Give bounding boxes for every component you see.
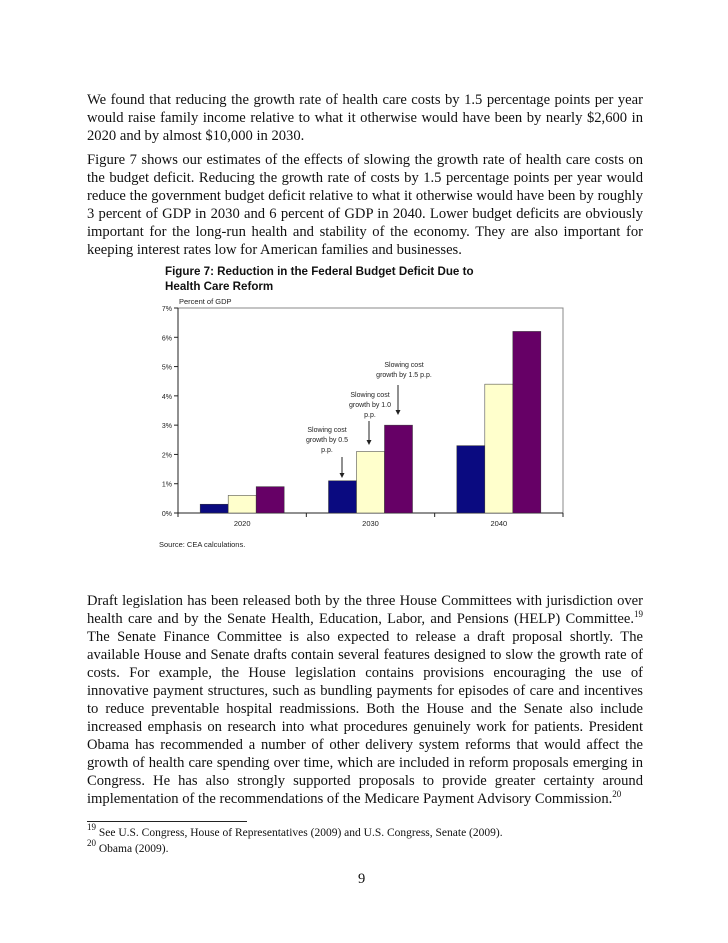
- annotation-label: growth by 1.5 p.p.: [376, 372, 432, 379]
- footnote-number: 20: [87, 838, 96, 848]
- bar-2020-series-1: [200, 504, 228, 513]
- bar-2020-series-2: [228, 495, 256, 513]
- annotation-label: growth by 1.0: [348, 402, 392, 409]
- footnote-text: See U.S. Congress, House of Representatives (2009) and U.S. Congress, Senate (2009).: [96, 827, 503, 839]
- paragraph-draft-legislation: [87, 592, 643, 808]
- y-tick-label: 5%: [161, 364, 172, 372]
- footnote-ref-19: 19: [634, 609, 643, 619]
- bar-2030-series-1: [329, 481, 357, 513]
- footnote-19: [87, 822, 503, 840]
- arrowhead-icon: [367, 440, 372, 445]
- footnote-text: Obama (2009).: [96, 843, 169, 855]
- annotation-label: p.p.: [321, 447, 333, 454]
- annotation-label: p.p.: [364, 412, 376, 419]
- annotation-label: Slowing cost: [350, 392, 390, 399]
- arrowhead-icon: [340, 473, 345, 478]
- footnote-20: [87, 838, 169, 856]
- x-tick-label: 2020: [233, 519, 251, 528]
- figure-title: [165, 264, 565, 294]
- footnote-number: 19: [87, 822, 96, 832]
- y-tick-label: 7%: [161, 306, 172, 313]
- x-tick-label: 2040: [490, 519, 508, 528]
- page-number: 9: [358, 871, 366, 887]
- bar-chart: [140, 295, 580, 555]
- x-tick-label: 2030: [362, 519, 379, 528]
- paragraph-text: Draft legislation has been released both by the three House Committees with jurisdiction over health care and by the Senate Health, Education, Labor, and Pensions (HELP) Committee.: [87, 593, 643, 627]
- annotation-label: Slowing cost: [307, 427, 347, 434]
- footnote-ref-20: 20: [612, 789, 622, 799]
- annotation-label: Slowing cost: [384, 362, 424, 369]
- bar-2030-series-3: [385, 425, 413, 513]
- y-tick-label: 3%: [161, 423, 172, 431]
- bar-2030-series-2: [357, 452, 385, 514]
- bar-2020-series-3: [256, 487, 284, 513]
- annotation-label: growth by 0.5: [305, 437, 349, 444]
- footnote-divider: [87, 821, 247, 822]
- paragraph-text: The Senate Finance Committee is also expected to release a draft proposal shortly. The available House and Senate drafts contain several features designed to slow the growth rate of costs. For example, the House legislation contains provisions encouraging the use of innovative payment structures, such as bundling payments for episodes of care and incentives to reduce preventable hospital readmissions. Both the House and the Senate also include increased emphasis on research into what procedures genuinely work for patients. President Obama has recommended a number of other delivery system reforms that would affect the growth of health care spending over time, which are included in reform proposals emerging in Congress. He has also strongly supported proposals to provide greater certainty around implementation of the recommendations of the Medicare Payment Advisory Commission.: [87, 629, 643, 807]
- y-tick-label: 0%: [161, 511, 172, 518]
- y-tick-label: 1%: [161, 481, 172, 489]
- y-tick-label: 6%: [161, 335, 172, 343]
- y-tick-label: 2%: [161, 452, 172, 460]
- figure-title-line1: Figure 7: Reduction in the Federal Budget Deficit Due to: [165, 265, 474, 278]
- arrowhead-icon: [396, 410, 401, 415]
- paragraph-family-income: We found that reducing the growth rate of health care costs by 1.5 percentage points per year would raise family income relative to what it otherwise would have been by nearly $2,600 in 2020 and by almost $10,000 in 2030.: [87, 92, 643, 144]
- figure-title-line2: Health Care Reform: [165, 280, 274, 293]
- paragraph-figure-7-summary: Figure 7 shows our estimates of the effects of slowing the growth rate of health care costs on the budget deficit. Reducing the growth rate of costs by 1.5 percentage points per year would reduce the government budget deficit relative to what it otherwise would have been by roughly 3 percent of GDP in 2030 and 6 percent of GDP in 2040. Lower budget deficits are obviously important for the long-run health and stability of the economy. They are also important for keeping interest rates low for American families and businesses.: [87, 152, 643, 258]
- figure-source: Source: CEA calculations.: [159, 540, 246, 549]
- bar-2040-series-2: [485, 384, 513, 513]
- bar-2040-series-3: [513, 331, 541, 513]
- bar-2040-series-1: [457, 446, 485, 513]
- y-axis-label: Percent of GDP: [179, 297, 232, 306]
- y-tick-label: 4%: [161, 393, 172, 401]
